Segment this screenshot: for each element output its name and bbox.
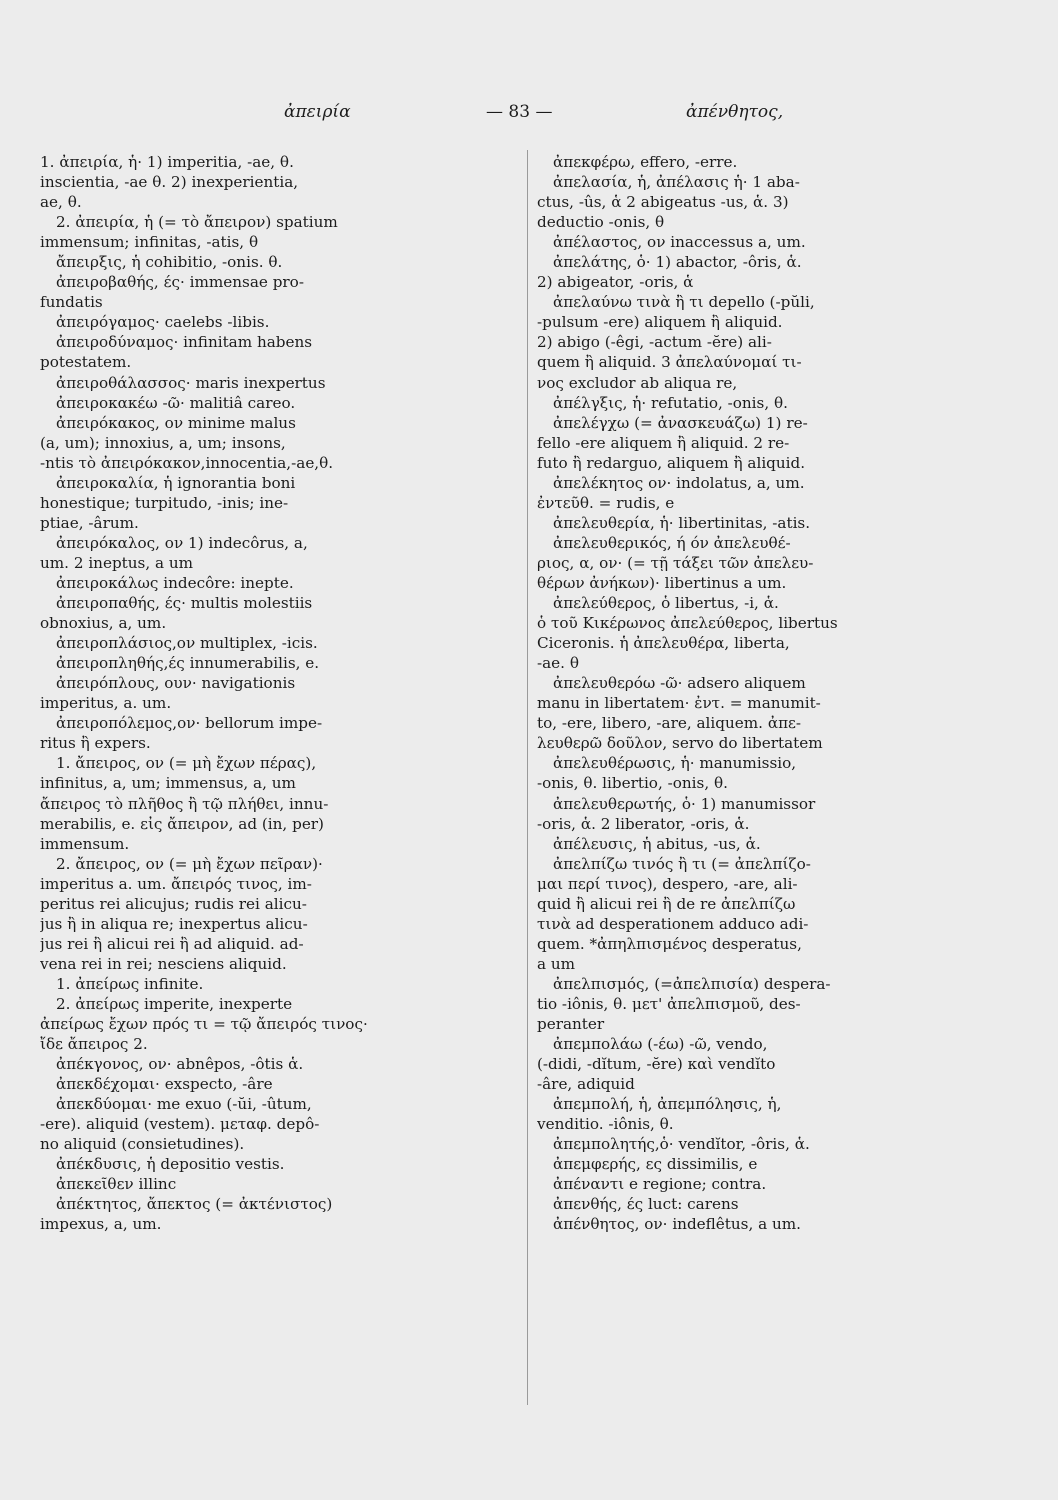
dictionary-line: νος excludor ab aliqua re,: [537, 373, 738, 392]
dictionary-line: impexus, a, um.: [40, 1215, 162, 1234]
dictionary-line: venditio. -iônis, θ.: [537, 1115, 674, 1134]
dictionary-line: ἀπεκδύομαι· me exuo (-ŭi, -ûtum,: [56, 1095, 312, 1114]
dictionary-line: 2. ἄπειρος, ον (= μὴ ἔχων πεῖραν)·: [56, 854, 323, 873]
dictionary-line: θέρων ἀνήκων)· libertinus a um.: [537, 573, 787, 592]
dictionary-line: infinitus, a, um; immensus, a, um: [40, 774, 296, 793]
dictionary-line: ἀπελευθερόω -ῶ· adsero aliquem: [553, 674, 806, 693]
dictionary-line: fundatis: [40, 293, 103, 312]
dictionary-line: ἀπεμπολή, ἡ, ἀπεμπόλησις, ἡ,: [553, 1095, 782, 1114]
dictionary-line: ἀπέλευσις, ἡ abitus, -us, ἁ.: [553, 834, 761, 853]
dictionary-line: ἀπειροκαλία, ἡ ignorantia boni: [56, 473, 296, 492]
dictionary-line: ἀπειρόπλους, ουν· navigationis: [56, 674, 296, 693]
dictionary-line: merabilis, e. εἰς ἄπειρον, ad (in, per): [40, 814, 324, 833]
dictionary-line: ἀπειρόκαλος, ον 1) indecôrus, a,: [56, 533, 308, 552]
dictionary-line: ἀπεμπολάω (-έω) -ῶ, vendo,: [553, 1035, 768, 1054]
dictionary-line: ἀπέλγξις, ἡ· refutatio, -onis, θ.: [553, 393, 788, 412]
dictionary-line: ριος, α, ον· (= τῇ τάξει τῶν ἀπελευ-: [537, 553, 814, 572]
dictionary-line: to, -ere, libero, -are, aliquem. ἀπε-: [537, 714, 802, 733]
dictionary-line: ἀπελευθερικός, ή όν ἀπελευθέ-: [553, 533, 791, 552]
dictionary-line: ritus ἢ expers.: [40, 734, 151, 753]
dictionary-line: ἀπειροδύναμος· infinitam habens: [56, 333, 313, 352]
dictionary-line: 1. ἄπειρος, ον (= μὴ ἔχων πέρας),: [56, 754, 317, 773]
dictionary-line: a um: [537, 954, 576, 973]
dictionary-line: ἀπειρόκακος, ον minime malus: [56, 413, 296, 432]
dictionary-line: 2. ἀπειρία, ἡ (= τὸ ἄπειρον) spatium: [56, 213, 338, 232]
dictionary-line: λευθερῶ δοῦλον, servo do libertatem: [537, 734, 823, 753]
dictionary-line: ἀπελέκητος ον· indolatus, a, um.: [553, 473, 805, 492]
dictionary-line: ἀπελέγχω (= ἀνασκευάζω) 1) re-: [553, 413, 808, 432]
dictionary-line: ἀπέκγονος, ον· abnêpos, -ôtis ἁ.: [56, 1055, 304, 1074]
dictionary-line: ἀπεκφέρω, effero, -erre.: [553, 153, 738, 171]
dictionary-line: honestique; turpitudo, -inis; ine-: [40, 493, 289, 512]
dictionary-line: ae, θ.: [40, 193, 82, 212]
dictionary-line: ὁ τοῦ Κικέρωνος ἀπελεύθερος, libertus: [537, 614, 838, 633]
dictionary-line: quid ἢ alicui rei ἢ de re ἀπελπίζω: [537, 894, 796, 913]
dictionary-line: immensum.: [40, 834, 130, 853]
dictionary-line: -ae. θ: [537, 654, 579, 673]
dictionary-line: ctus, -ûs, ἁ 2 abigeatus -us, ἁ. 3): [537, 193, 789, 212]
dictionary-line: ἴδε ἄπειρος 2.: [40, 1035, 148, 1054]
dictionary-line: 1. ἀπείρως infinite.: [56, 974, 204, 993]
dictionary-line: um. 2 ineptus, a um: [40, 553, 194, 572]
dictionary-line: ἀπένθητος, ον· indeflêtus, a um.: [553, 1215, 802, 1234]
dictionary-line: ἀπελευθερωτής, ὁ· 1) manumissor: [553, 794, 816, 813]
dictionary-line: ἀπέλαστος, ον inaccessus a, um.: [553, 233, 806, 252]
dictionary-line: ἀπέκδυσις, ἡ depositio vestis.: [56, 1155, 285, 1174]
dictionary-line: ἀπελασία, ἡ, ἀπέλασις ἡ· 1 aba-: [553, 173, 800, 192]
dictionary-line: manu in libertatem· ἐντ. = manumit-: [537, 694, 821, 713]
dictionary-line: ἄπειρος τὸ πλῆθος ἢ τῷ πλήθει, innu-: [40, 794, 329, 813]
dictionary-line: ptiae, -ârum.: [40, 513, 139, 532]
dictionary-line: ἀπεκδέχομαι· exspecto, -âre: [56, 1075, 273, 1094]
dictionary-line: ἀπέκτητος, ἄπεκτος (= ἀκτένιστος): [56, 1195, 333, 1214]
dictionary-line: Ciceronis. ἡ ἀπελευθέρα, liberta,: [537, 634, 790, 653]
dictionary-line: imperitus a. um. ἄπειρός τινος, im-: [40, 874, 312, 893]
dictionary-line: ἀπελευθέρωσις, ἡ· manumissio,: [553, 754, 797, 773]
dictionary-line: peritus rei alicujus; rudis rei alicu-: [40, 894, 307, 913]
right-column: [537, 152, 1015, 1235]
dictionary-line: ἀπεμπολητής,ὁ· vendĭtor, -ôris, ἁ.: [553, 1135, 810, 1154]
dictionary-line: potestatem.: [40, 353, 132, 372]
dictionary-line: (-didi, -dĭtum, -ĕre) καὶ vendĭto: [537, 1055, 776, 1074]
page-number: — 83 —: [486, 102, 553, 122]
dictionary-line: ἀπελαύνω τινὰ ἢ τι depello (-pŭli,: [553, 293, 815, 312]
dictionary-line: quem ἢ aliquid. 3 ἀπελαύνομαί τι-: [537, 353, 802, 372]
dictionary-line: futo ἢ redarguo, aliquem ἢ aliquid.: [537, 453, 806, 472]
dictionary-line: ἐντεῦθ. = rudis, e: [537, 493, 675, 512]
dictionary-line: -ntis τὸ ἀπειρόκακον,innocentia,-ae,θ.: [40, 453, 334, 472]
dictionary-line: ἀπειροπλάσιος,ον multiplex, -icis.: [56, 634, 318, 653]
dictionary-line: -oris, ἁ. 2 liberator, -oris, ἁ.: [537, 814, 750, 833]
dictionary-line: vena rei in rei; nesciens aliquid.: [40, 954, 287, 973]
dictionary-line: ἀπενθής, ές luct: carens: [553, 1195, 739, 1214]
dictionary-line: τινὰ ad desperationem adduco adi-: [537, 914, 809, 933]
dictionary-line: ἀπελεύθερος, ὁ libertus, -i, ἁ.: [553, 594, 779, 613]
dictionary-line: ἀπεκεῖθεν illinc: [56, 1175, 177, 1194]
dictionary-line: 2) abigeator, -oris, ἁ: [537, 273, 694, 292]
running-head-left: ἀπειρία: [284, 102, 351, 122]
left-column: [40, 152, 515, 1235]
dictionary-line: -onis, θ. libertio, -onis, θ.: [537, 774, 728, 793]
dictionary-line: 2. ἀπείρως imperite, inexperte: [56, 994, 293, 1013]
dictionary-line: imperitus, a. um.: [40, 694, 172, 713]
dictionary-line: 2) abigo (-êgi, -actum -ĕre) ali-: [537, 333, 772, 352]
dictionary-line: quem. *ἀπηλπισμένος desperatus,: [537, 934, 802, 953]
dictionary-line: peranter: [537, 1015, 605, 1034]
dictionary-line: ἀπελευθερία, ἡ· libertinitas, -atis.: [553, 513, 811, 532]
dictionary-line: -ere). aliquid (vestem). μεταφ. depô-: [40, 1115, 320, 1134]
dictionary-line: ἀπειροπληθής,ές innumerabilis, e.: [56, 654, 320, 673]
dictionary-line: ἀπειροπόλεμος,ον· bellorum impe-: [56, 714, 323, 733]
dictionary-line: no aliquid (consietudines).: [40, 1135, 245, 1154]
dictionary-line: ἀπειροκακέω -ῶ· malitiâ careo.: [56, 393, 296, 412]
dictionary-line: jus ἢ in aliqua re; inexpertus alicu-: [40, 914, 308, 933]
dictionary-line: ἀπελάτης, ὁ· 1) abactor, -ôris, ἁ.: [553, 253, 802, 272]
dictionary-line: μαι περί τινος), despero, -are, ali-: [537, 874, 798, 893]
dictionary-line: ἀπείρως ἔχων πρός τι = τῷ ἄπειρός τινος·: [40, 1015, 368, 1034]
dictionary-line: fello -ere aliquem ἢ aliquid. 2 re-: [537, 433, 790, 452]
dictionary-line: (a, um); innoxius, a, um; insons,: [40, 433, 286, 452]
dictionary-line: immensum; infinitas, -atis, θ: [40, 233, 259, 252]
dictionary-line: ἀπελπίζω τινός ἢ τι (= ἀπελπίζο-: [553, 854, 811, 873]
dictionary-line: -âre, adiquid: [537, 1075, 635, 1094]
dictionary-line: inscientia, -ae θ. 2) inexperientia,: [40, 173, 299, 192]
dictionary-line: ἀπειρόγαμος· caelebs -libis.: [56, 313, 270, 332]
dictionary-line: ἀπέναντι e regione; contra.: [553, 1175, 767, 1194]
dictionary-line: deductio -onis, θ: [537, 213, 665, 232]
dictionary-line: jus rei ἢ alicui rei ἢ ad aliquid. ad-: [40, 934, 304, 953]
dictionary-line: ἀπειροπαθής, ές· multis molestiis: [56, 594, 313, 613]
dictionary-line: tio -iônis, θ. μετ' ἀπελπισμοῦ, des-: [537, 994, 801, 1013]
dictionary-line: ἀπειροθάλασσος· maris inexpertus: [56, 373, 326, 392]
dictionary-line: ἀπειροβαθής, ές· immensae pro-: [56, 273, 304, 292]
dictionary-line: ἀπελπισμός, (=ἀπελπισία) despera-: [553, 974, 831, 993]
dictionary-line: ἄπειρξις, ἡ cohibitio, -onis. θ.: [56, 253, 283, 272]
column-divider: [527, 150, 528, 1405]
dictionary-line: ἀπειροκάλως indecôre: inepte.: [56, 573, 294, 592]
dictionary-line: ἀπεμφερής, ες dissimilis, e: [553, 1155, 758, 1174]
dictionary-line: obnoxius, a, um.: [40, 614, 167, 633]
dictionary-line: 1. ἀπειρία, ἡ· 1) imperitia, -ae, θ.: [40, 153, 294, 171]
running-head-right: ἀπένθητος,: [686, 102, 784, 122]
dictionary-line: -pulsum -ere) aliquem ἢ aliquid.: [537, 313, 783, 332]
